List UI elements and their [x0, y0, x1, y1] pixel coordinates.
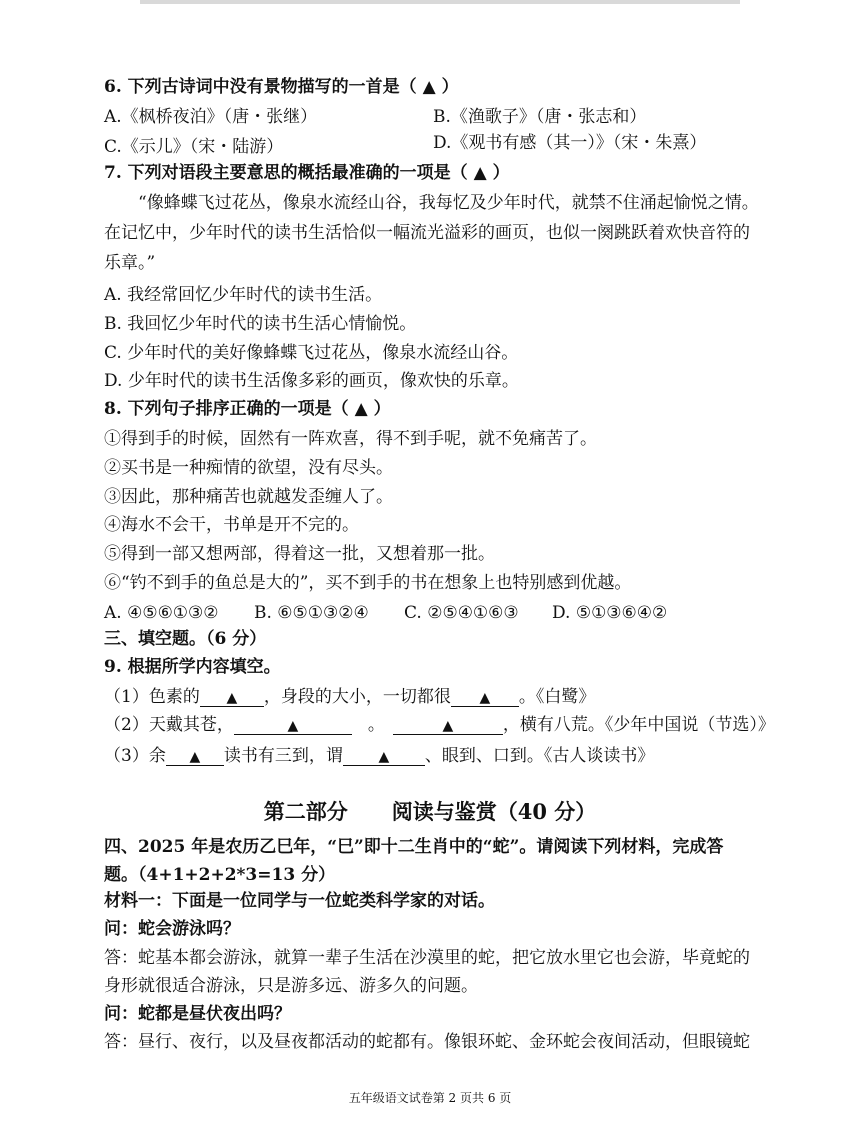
blank-marker: ▲ — [189, 749, 201, 765]
question-1: 问：蛇会游泳吗？ — [104, 919, 240, 939]
part4-stem-line-1: 四、2025 年是农历乙巳年，“巳”即十二生肖中的“蛇”。请阅读下列材料，完成答 — [104, 837, 724, 857]
q7-option-c: C. 少年时代的美好像蜂蝶飞过花丛，像泉水流经山谷。 — [104, 343, 519, 363]
q9-2-blank-1 — [234, 716, 352, 735]
part4-stem-line-2: 题。（4+1+2+2*3=13 分） — [104, 865, 336, 885]
answer-1-line-2: 身形就很适合游泳，只是游多远、游多久的问题。 — [104, 976, 478, 996]
blank-marker: ▲ — [378, 749, 390, 765]
q6-option-b: B.《渔歌子》（唐・张志和） — [433, 107, 647, 127]
answer-2-line-1: 答：昼行、夜行，以及昼夜都活动的蛇都有。像银环蛇、金环蛇会夜间活动，但眼镜蛇 — [104, 1032, 750, 1052]
part2-heading — [0, 798, 860, 826]
blank-marker: ▲ — [226, 690, 238, 706]
q8-stem: 8. 下列句子排序正确的一项是（ ▲ ） — [104, 399, 391, 419]
blank-marker: ▲ — [479, 690, 491, 706]
q9-1-text-a: （1）色素的 — [104, 687, 200, 707]
q9-3-text-c: 、眼到、口到。《古人谈读书》 — [424, 746, 655, 766]
q9-1-blank-2 — [451, 688, 519, 707]
q9-stem: 9. 根据所学内容填空。 — [104, 657, 281, 677]
question-2: 问：蛇都是昼伏夜出吗？ — [104, 1004, 291, 1024]
q7-passage-line-3: 乐章。” — [104, 253, 156, 273]
q6-option-a: A.《枫桥夜泊》（唐・张继） — [104, 107, 318, 127]
page-footer: 五年级语文试卷第 2 页共 6 页 — [348, 1091, 512, 1105]
q8-sentence-6: ⑥“钓不到手的鱼总是大的”，买不到手的书在想象上也特别感到优越。 — [104, 573, 632, 593]
q8-sentence-5: ⑤得到一部又想两部，得着这一批，又想着那一批。 — [104, 544, 495, 564]
blank-marker: ▲ — [442, 718, 454, 734]
part2-heading-right: 阅读与鉴赏（40 分） — [391, 799, 597, 824]
q9-3-text-b: 读书有三到，谓 — [223, 746, 343, 766]
part3-title: 三、填空题。（6 分） — [104, 629, 267, 649]
q9-3-blank-2 — [343, 747, 425, 766]
q7-option-d: D. 少年时代的读书生活像多彩的画页，像欢快的乐章。 — [104, 371, 519, 391]
q9-1-blank-1 — [200, 688, 264, 707]
q8-sentence-2: ②买书是一种痴情的欲望，没有尽头。 — [104, 458, 393, 478]
blank-marker: ▲ — [287, 718, 299, 734]
q9-3-text-a: （3）余 — [104, 746, 166, 766]
q8-option-b: B. ⑥⑤①③②④ — [254, 603, 369, 623]
answer-1-line-1: 答：蛇基本都会游泳，就算一辈子生活在沙漠里的蛇，把它放水里它也会游，毕竟蛇的 — [104, 948, 750, 968]
q7-option-a: A. 我经常回忆少年时代的读书生活。 — [104, 285, 383, 305]
q9-2-text-a: （2）天戴其苍， — [104, 715, 234, 735]
material-1-title: 材料一：下面是一位同学与一位蛇类科学家的对话。 — [104, 891, 495, 911]
q6-option-d: D.《观书有感（其一）》（宋・朱熹） — [433, 133, 707, 153]
part2-heading-left: 第二部分 — [263, 799, 348, 824]
q9-line-2 — [104, 714, 775, 736]
q7-passage-line-1: “像蜂蝶飞过花丛，像泉水流经山谷，我每忆及少年时代，就禁不住涌起愉悦之情。 — [138, 193, 759, 213]
scan-edge — [140, 0, 740, 4]
q6-option-c: C.《示儿》（宋・陆游） — [104, 137, 284, 157]
q9-line-1 — [104, 686, 595, 708]
q9-2-text-b: 。 — [367, 715, 385, 735]
q8-sentence-4: ④海水不会干，书单是开不完的。 — [104, 515, 359, 535]
q8-sentence-1: ①得到手的时候，固然有一阵欢喜，得不到手呢，就不免痛苦了。 — [104, 429, 597, 449]
q6-stem: 6. 下列古诗词中没有景物描写的一首是（ ▲ ） — [104, 77, 459, 97]
q7-option-b: B. 我回忆少年时代的读书生活心情愉悦。 — [104, 314, 417, 334]
q9-1-text-b: ，身段的大小，一切都很 — [263, 687, 451, 707]
q9-3-blank-1 — [166, 747, 224, 766]
q7-stem: 7. 下列对语段主要意思的概括最准确的一项是（ ▲ ） — [104, 163, 510, 183]
q8-sentence-3: ③因此，那种痛苦也就越发歪缠人了。 — [104, 487, 393, 507]
q8-option-a: A. ④⑤⑥①③② — [104, 603, 219, 623]
q8-option-d: D. ⑤①③⑥④② — [552, 603, 668, 623]
q9-1-text-c: 。《白鹭》 — [518, 687, 596, 707]
q9-2-text-c: ，横有八荒。《少年中国说（节选）》 — [502, 715, 775, 735]
q9-line-3 — [104, 745, 654, 767]
q8-option-c: C. ②⑤④①⑥③ — [404, 603, 519, 623]
q9-2-blank-2 — [393, 716, 503, 735]
q7-passage-line-2: 在记忆中，少年时代的读书生活恰似一幅流光溢彩的画页，也似一阕跳跃着欢快音符的 — [104, 223, 750, 243]
